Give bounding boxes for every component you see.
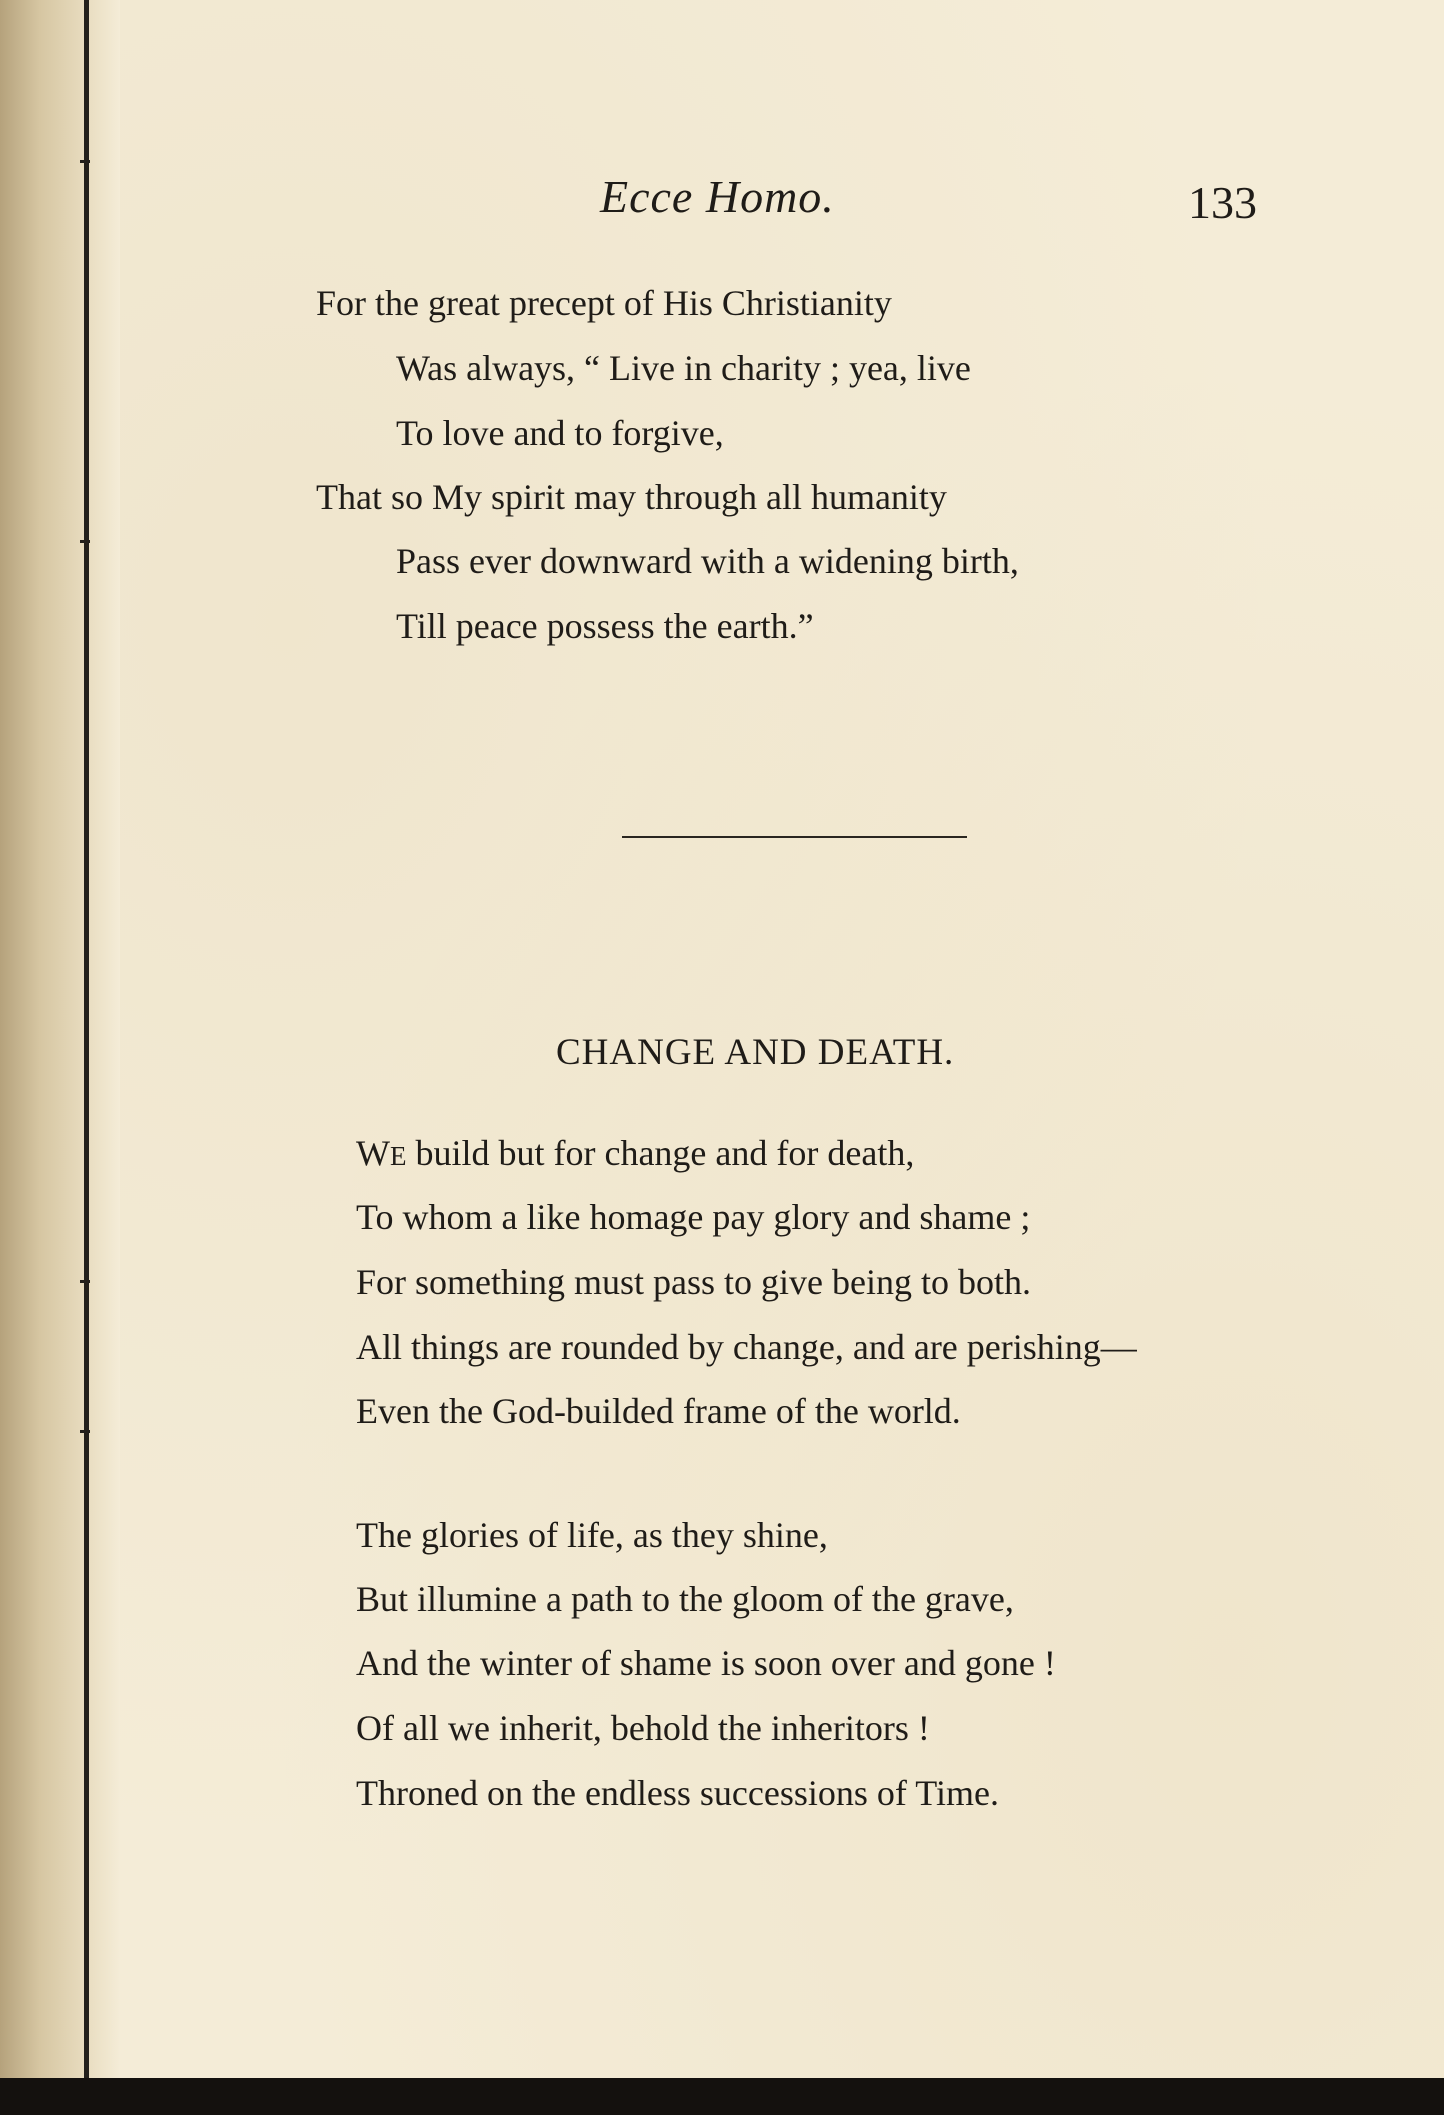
verse-line: But illumine a path to the gloom of the grave,	[356, 1579, 1014, 1619]
binding-tick	[80, 540, 90, 543]
running-title: Ecce Homo.	[600, 171, 835, 222]
verse-line: Was always, “ Live in charity ; yea, live	[396, 348, 971, 388]
verse-line: Till peace possess the earth.”	[396, 606, 814, 646]
verse-line: All things are rounded by change, and are perishing—	[356, 1327, 1137, 1367]
binding-tick	[80, 1430, 90, 1433]
small-caps: E	[389, 1141, 407, 1171]
drop-cap: W	[356, 1133, 390, 1173]
section-divider	[622, 836, 967, 838]
verse-line: To love and to forgive,	[396, 413, 724, 453]
binding-tick	[80, 1280, 90, 1283]
verse-line: For the great precept of His Christianity	[316, 283, 892, 323]
verse-line: The glories of life, as they shine,	[356, 1515, 828, 1555]
verse-line: Of all we inherit, behold the inheritors !	[356, 1708, 930, 1748]
verse-line: For something must pass to give being to both.	[356, 1262, 1031, 1302]
verse-line-rest: build but for change and for death,	[406, 1133, 915, 1173]
page-bottom-edge	[0, 2078, 1444, 2115]
verse-line	[356, 1135, 914, 1171]
verse-line: Throned on the endless successions of Time.	[356, 1773, 999, 1813]
binding-line	[84, 0, 89, 2078]
poem-title: CHANGE AND DEATH.	[556, 1032, 955, 1073]
binding-tick	[80, 160, 90, 163]
verse-line: And the winter of shame is soon over and gone !	[356, 1643, 1056, 1683]
verse-line: To whom a like homage pay glory and shame ;	[356, 1197, 1031, 1237]
verse-line: Pass ever downward with a widening birth,	[396, 541, 1019, 581]
verse-line: That so My spirit may through all humanity	[316, 477, 947, 517]
page-gutter	[0, 0, 120, 2078]
verse-line: Even the God-builded frame of the world.	[356, 1391, 961, 1431]
page-number: 133	[1188, 177, 1257, 228]
